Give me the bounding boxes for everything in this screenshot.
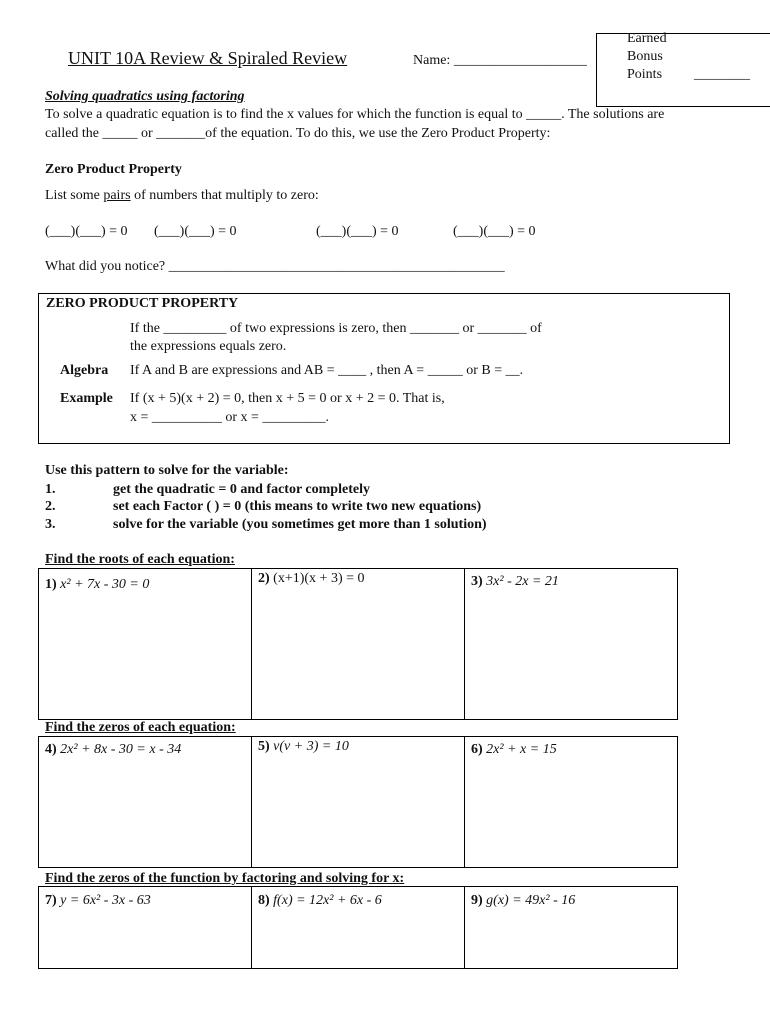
problem-number: 7): [45, 893, 57, 908]
section-3-heading: Find the zeros of the function by factoring and solving for x:: [45, 871, 405, 886]
problem-equation: y = 6x² - 3x - 63: [60, 893, 151, 908]
problem-8[interactable]: [258, 893, 382, 909]
pair-blank-1[interactable]: (___)(___) = 0: [45, 224, 128, 239]
zpp-words-line-2: the expressions equals zero.: [130, 339, 287, 354]
bonus-earned-label: Earned: [627, 31, 667, 46]
problem-grid-3: [38, 886, 678, 969]
problem-grid-1: [38, 568, 678, 720]
list-underlined: pairs: [103, 188, 131, 203]
bonus-bonus-label: Bonus: [627, 49, 663, 64]
zpp-list-instruction: [45, 188, 319, 204]
name-field[interactable]: Name: ___________________: [413, 53, 587, 68]
step-3-text: solve for the variable (you sometimes get more than 1 solution): [113, 517, 487, 532]
problem-4[interactable]: [45, 742, 181, 758]
grid-divider: [464, 569, 465, 719]
problem-2[interactable]: [258, 571, 365, 587]
list-suffix: of numbers that multiply to zero:: [130, 188, 319, 203]
zpp-heading: Zero Product Property: [45, 162, 182, 177]
bonus-points-label: Points: [627, 67, 663, 82]
problem-number: 5): [258, 739, 270, 754]
problem-grid-2: [38, 736, 678, 868]
problem-number: 4): [45, 742, 57, 757]
grid-divider: [251, 569, 252, 719]
intro-line-2: called the _____ or _______of the equation. To do this, we use the Zero Product Property:: [45, 126, 551, 141]
problem-number: 9): [471, 893, 483, 908]
grid-divider: [251, 887, 252, 968]
pair-blank-2[interactable]: (___)(___) = 0: [154, 224, 237, 239]
problem-number: 1): [45, 577, 57, 592]
example-line-1: If (x + 5)(x + 2) = 0, then x + 5 = 0 or x + 2 = 0. That is,: [130, 391, 445, 406]
example-label: Example: [60, 391, 113, 406]
bonus-points-box: [596, 33, 770, 107]
algebra-label: Algebra: [60, 363, 109, 378]
problem-9[interactable]: [471, 893, 575, 909]
problem-equation: g(x) = 49x² - 16: [486, 893, 576, 908]
zpp-box-title: ZERO PRODUCT PROPERTY: [46, 296, 239, 311]
example-line-2: x = __________ or x = _________.: [130, 410, 329, 425]
problem-number: 8): [258, 893, 270, 908]
grid-divider: [464, 737, 465, 867]
intro-heading: Solving quadratics using factoring: [45, 89, 245, 104]
step-1-num: 1.: [45, 482, 56, 497]
problem-equation: x² + 7x - 30 = 0: [60, 577, 150, 592]
pattern-heading: Use this pattern to solve for the variable:: [45, 463, 289, 478]
step-3-num: 3.: [45, 517, 56, 532]
problem-equation: 3x² - 2x = 21: [486, 574, 559, 589]
zpp-words-line-1: If the _________ of two expressions is zero, then _______ or _______ of: [130, 321, 542, 336]
step-1-text: get the quadratic = 0 and factor completely: [113, 482, 370, 497]
step-2-text: set each Factor ( ) = 0 (this means to write two new equations): [113, 499, 482, 514]
worksheet-title: UNIT 10A Review & Spiraled Review: [68, 48, 348, 68]
bonus-points-blank[interactable]: ________: [694, 67, 750, 82]
section-2-heading: Find the zeros of each equation:: [45, 720, 236, 735]
pair-blank-3[interactable]: (___)(___) = 0: [316, 224, 399, 239]
list-prefix: List some: [45, 188, 104, 203]
grid-divider: [251, 737, 252, 867]
problem-equation: f(x) = 12x² + 6x - 6: [273, 893, 382, 908]
pair-blank-4[interactable]: (___)(___) = 0: [453, 224, 536, 239]
zpp-definition-box: [38, 293, 730, 444]
problem-number: 3): [471, 574, 483, 589]
problem-1[interactable]: [45, 577, 149, 593]
intro-line-1: To solve a quadratic equation is to find the x values for which the function is equal to _____. The solutions are: [45, 107, 665, 122]
section-1-heading: Find the roots of each equation:: [45, 552, 235, 567]
problem-5[interactable]: [258, 739, 349, 755]
problem-number: 2): [258, 571, 270, 586]
problem-equation: v(v + 3) = 10: [273, 739, 349, 754]
problem-3[interactable]: [471, 574, 559, 590]
problem-equation: 2x² + x = 15: [486, 742, 557, 757]
notice-prompt[interactable]: What did you notice? ________________________________________________: [45, 259, 505, 274]
problem-equation: (x+1)(x + 3) = 0: [273, 571, 365, 586]
algebra-text: If A and B are expressions and AB = ____ , then A = _____ or B = __.: [130, 363, 524, 378]
step-2-num: 2.: [45, 499, 56, 514]
problem-7[interactable]: [45, 893, 151, 909]
problem-6[interactable]: [471, 742, 557, 758]
problem-number: 6): [471, 742, 483, 757]
problem-equation: 2x² + 8x - 30 = x - 34: [60, 742, 182, 757]
grid-divider: [464, 887, 465, 968]
